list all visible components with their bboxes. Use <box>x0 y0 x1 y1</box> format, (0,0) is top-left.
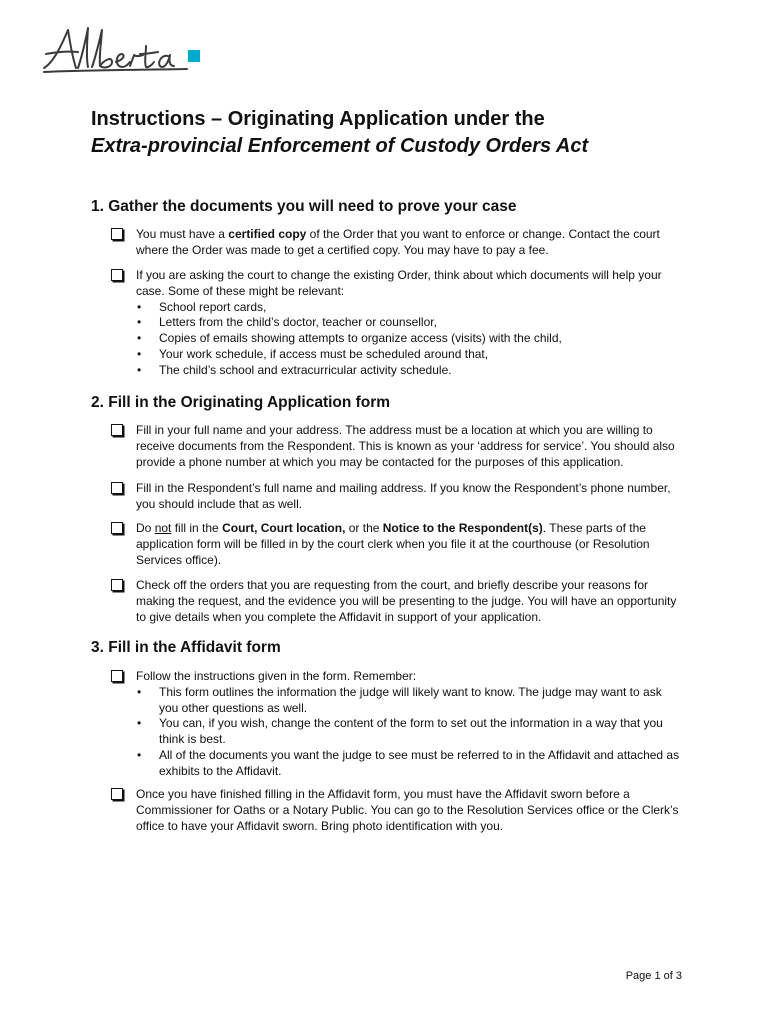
list-item: • Your work schedule, if access must be scheduled around that, <box>159 347 684 363</box>
list-item: • This form outlines the information the judge will likely want to know. The judge may want to ask you other questions as well. <box>159 685 684 717</box>
section-3-heading: 3. Fill in the Affidavit form <box>91 639 281 656</box>
item-text: Follow the instructions given in the form. Remember: <box>136 669 417 683</box>
section-2-heading: 2. Fill in the Originating Application form <box>91 394 391 411</box>
title-line-1: Instructions – Originating Application under the <box>91 108 545 130</box>
checkbox-icon[interactable] <box>111 269 123 281</box>
section-1-heading: 1. Gather the documents you will need to prove your case <box>91 198 517 215</box>
logo-accent-square <box>188 50 200 62</box>
checkbox-icon[interactable] <box>111 482 123 494</box>
section-2-item-4 <box>114 578 684 625</box>
item-text: Fill in your full name and your address. The address must be a location at which you are willing to receive documents from the Respondent. This is known as your ‘address for service’. You should also provide a phone number at which you may be contacted for the purposes of this application. <box>136 423 675 469</box>
list-item: • All of the documents you want the judge to see must be referred to in the Affidavit and attached as exhibits to the Affidavit. <box>159 748 684 780</box>
section-3-item-1 <box>114 669 684 780</box>
checkbox-icon[interactable] <box>111 522 123 534</box>
list-item: • School report cards, <box>159 300 684 316</box>
section-1-item-1 <box>114 227 684 259</box>
section-2-item-3 <box>114 521 684 568</box>
checkbox-icon[interactable] <box>111 788 123 800</box>
alberta-logo-graphic <box>42 22 212 76</box>
item-text: If you are asking the court to change the existing Order, think about which documents will help your case. Some of these might be relevant: <box>136 268 662 298</box>
section-2-item-2 <box>114 481 684 513</box>
section-2-item-1 <box>114 423 684 470</box>
section-3-item-2 <box>114 787 684 834</box>
item-text: Do not fill in the Court, Court location, or the Notice to the Respondent(s). These parts of the application form will be filled in by the court clerk when you file it at the courthouse (or Resolution Services office). <box>136 521 650 567</box>
page-number: Page 1 of 3 <box>625 970 682 982</box>
checkbox-icon[interactable] <box>111 424 123 436</box>
checkbox-icon[interactable] <box>111 579 123 591</box>
section-1-item-2 <box>114 268 684 379</box>
list-item: • Letters from the child’s doctor, teacher or counsellor, <box>159 315 684 331</box>
document-title <box>91 106 711 160</box>
list-item: • You can, if you wish, change the content of the form to set out the information in a way that you think is best. <box>159 716 684 748</box>
checkbox-icon[interactable] <box>111 228 123 240</box>
checkbox-icon[interactable] <box>111 670 123 682</box>
alberta-logo <box>42 22 212 76</box>
bullet-list <box>114 685 684 780</box>
title-line-2: Extra-provincial Enforcement of Custody Orders Act <box>91 135 589 157</box>
list-item: • The child’s school and extracurricular activity schedule. <box>159 363 684 379</box>
list-item: • Copies of emails showing attempts to organize access (visits) with the child, <box>159 331 684 347</box>
item-text: Check off the orders that you are requesting from the court, and briefly describe your reasons for making the request, and the evidence you will be presenting to the judge. You will have an opportunity to give details when you complete the Affidavit in support of your application. <box>136 578 677 624</box>
bullet-list <box>114 300 684 379</box>
item-text: Fill in the Respondent’s full name and mailing address. If you know the Respondent’s phone number, you should include that as well. <box>136 481 671 511</box>
item-text: Once you have finished filling in the Affidavit form, you must have the Affidavit sworn before a Commissioner for Oaths or a Notary Public. You can go to the Resolution Services office or the Clerk’s office to have your Affidavit sworn. Bring photo identification with you. <box>136 787 679 833</box>
item-text: You must have a certified copy of the Order that you want to enforce or change. Contact the court where the Order was made to get a certified copy. You may have to pay a fee. <box>136 227 660 257</box>
